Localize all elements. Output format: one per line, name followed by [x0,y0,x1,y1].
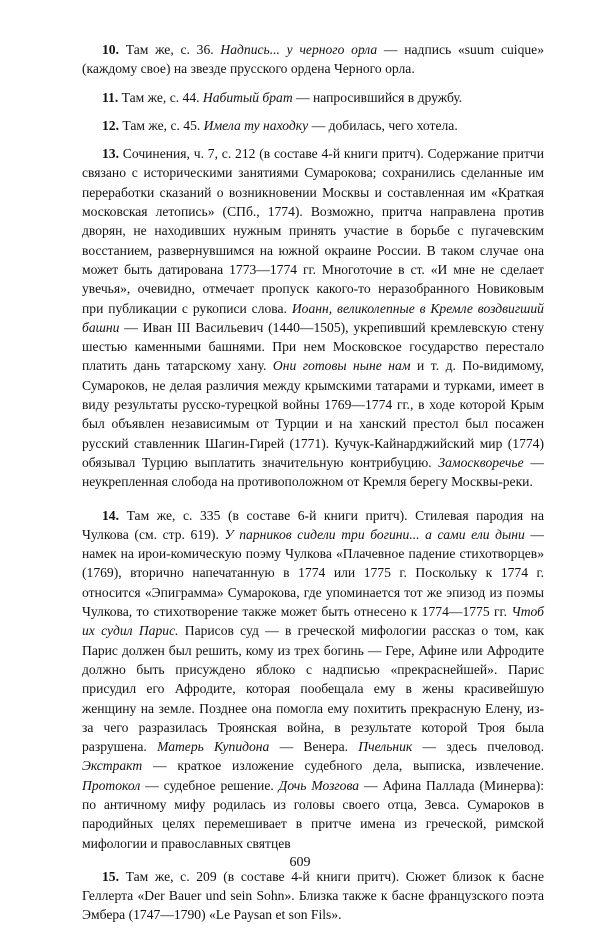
note-text: — надпись «suum cuique» (каждому свое) на звезде прусского ордена Черного орла. [82,42,545,77]
note-text: — Иван III Васильевич (1440—1505), укрепивший кремлевскую стену шестью каменными башнями. При нем Московское государство перестало платить дань татарскому хану. [82,319,544,374]
note-13 [82,144,544,491]
note-term: Протокол [82,777,141,793]
note-term: Пчельник [358,739,413,755]
note-text: и т. д. По-видимому, Сумароков, не делая различия между крымскими татарами и турками, имеет в виду результаты русско-турецкой войны 1769—1774 гг., в ходе которой Крым был объявлен независимым от Турции и на ханский престол был посажен русский ставленник Шагин-Гирей (1771). Кучук-Кайнарджийский мир (1774) обязывал Турцию выплатить значительную контрибуцию. [82,358,545,470]
note-text: — добилась, чего хотела. [308,117,458,133]
note-text: Там же, с. 36. [119,42,221,57]
note-term: Дочь Мозгова [278,777,360,793]
page-number: 609 [289,855,311,870]
note-term: У парников сидели три богини... а сами ели дыни [224,526,525,542]
note-text: Парисов суд — в греческой мифологии рассказ о том, как Парис должен был решить, кому из трех богинь — Гере, Афине или Афродите должно быть присуждено яблоко с надписью «прекраснейшей». Парис присудил его Афродите, которая пообещала ему в жены красивейшую женщину на земле. Позднее она помогла ему похитить прекрасную Елену, из-за чего разразилась Троянская война, в результате которой Троя была разрушена. [82,623,544,755]
note-term: Иоанн, великолепные в Кремле воздвигший башни [82,300,544,335]
note-text: Там же, с. 45. [119,117,204,133]
note-text: — неукрепленная слобода на противоположном от Кремля берегу Москвы-реки. [82,454,544,490]
note-term: Надпись... у черного орла [220,42,378,57]
note-text: — здесь пчеловод. [412,739,544,755]
note-number: 14. [102,507,119,523]
note-text: Там же, с. 209 (в составе 4-й книги притч). Сюжет близок к басне Геллерта «Der Bauer und sein Sohn». Близка также к басне французского поэта Эмбера (1747—1790) «Le Paysan et son Fils». [82,868,544,923]
notes-column [82,40,544,934]
note-14 [82,506,544,853]
note-term: Чтоб их судил Парис. [82,604,544,639]
note-text: — Афина Паллада (Минерва): по античному мифу родилась из головы своего отца, Зевса. Сумароков в пародийных целях перемешивает в притче имена из греческой, римской мифологии и православных святцев [82,777,545,851]
note-term: Имела ту находку [203,117,309,133]
note-10 [82,40,544,79]
note-11 [82,88,544,107]
note-term: Матерь Купидона [157,739,270,755]
note-number: 10. [102,42,119,57]
note-text: Там же, с. 335 (в составе 6-й книги притч). Стилевая пародия на Чулкова (см. стр. 619). [82,507,544,542]
note-text: Там же, с. 44. [118,89,203,105]
note-text: — намек на ирои-комическую поэму Чулкова «Плачевное падение стихотворцев» (1769), вторично напечатанную в 1774 или 1775 г. Поскольку к 1774 г. относится «Эпиграмма» Сумарокова, где упоминается тот же эпизод из поэмы Чулкова, то стихотворение также может быть отнесено к 1774—1775 гг. [82,526,544,620]
note-number: 15. [102,868,119,884]
note-number: 13. [102,146,119,162]
note-term: Набитый брат [202,89,293,105]
note-text: — Венера. [269,739,359,755]
note-text: — напросившийся в дружбу. [292,89,463,105]
note-term: Они готовы ныне нам [272,358,411,374]
note-text: — краткое изложение судебного дела, выписка, извлечение. [142,758,544,774]
note-15 [82,867,544,925]
note-text: Сочинения, ч. 7, с. 212 (в составе 4-й книги притч). Содержание притчи связано с историческими занятиями Сумарокова; сохранились сделанные им переработки сказаний о возникновении Москвы и составленная им «Краткая московская летопись» (СПб., 1774). Возможно, притча направлена против дворян, не находивших нужным принять участие в борьбе с пугачевским восстанием, развернувшимся на южной окраине России. В таком случае она может быть датирована 1773—1774 гг. Многоточие в ст. «И мне не сделает увечья», очевидно, отмечает пропуск какого-то неразобранного Новиковым при публикации с рукописи слова. [82,146,544,316]
note-number: 11. [102,89,119,105]
note-term: Экстракт [82,758,143,774]
note-text: — судебное решение. [140,777,279,793]
note-term: Замоскворечье [438,454,524,470]
note-number: 12. [102,117,119,133]
note-12 [82,116,544,135]
